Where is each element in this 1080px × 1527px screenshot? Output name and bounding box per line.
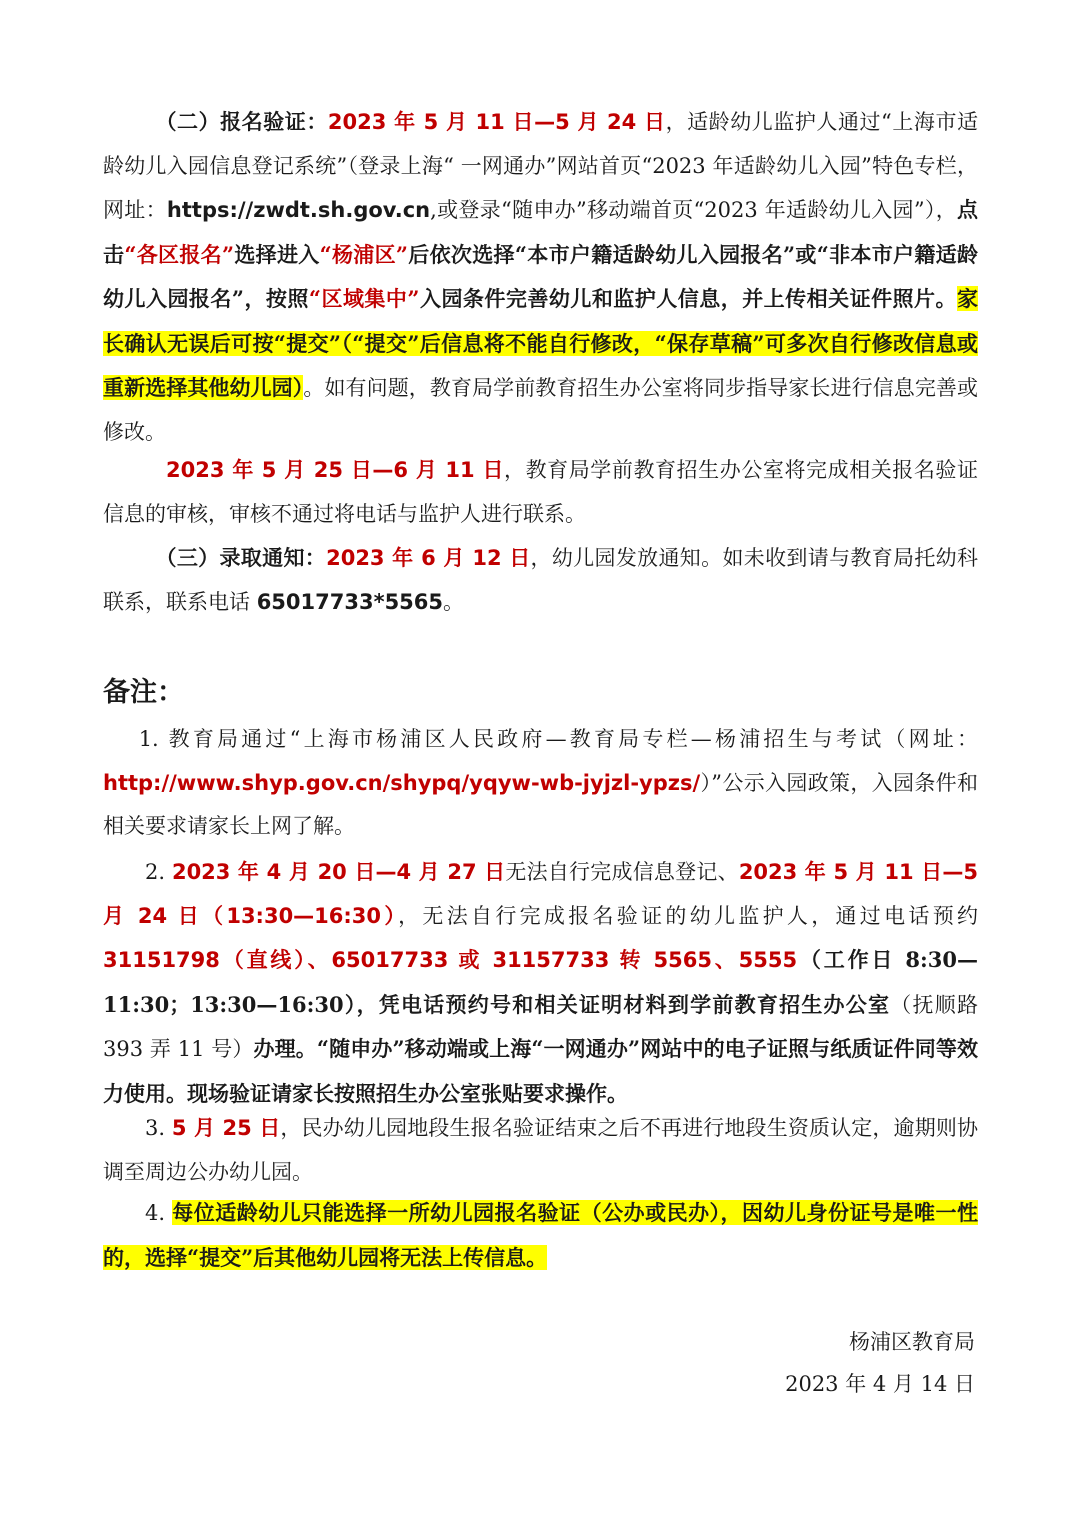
regional-concentration-label: “区域集中” [308, 286, 420, 311]
note-1: 1. 教育局通过“上海市杨浦区人民政府—教育局专栏—杨浦招生与考试（网址：http://www.shyp.gov.cn/shypq/yqyw-wb-jyjzl-ypzs/）”公示入园政策，入园条件和相关要求请家长上网了解。 [103, 727, 979, 838]
notice-date: 2023 年 6 月 12 日 [326, 546, 531, 570]
review-paragraph: 2023 年 5 月 25 日—6 月 11 日，教育局学前教育招生办公室将完成相关报名验证信息的审核，审核不通过将电话与监护人进行联系。 [103, 458, 979, 526]
notes-heading: 备注： [103, 677, 184, 708]
appointment-phones: 31151798（直线）、65017733 或 31157733 转 5565、5555 [103, 948, 798, 972]
section-admission-notice: （三）录取通知：2023 年 6 月 12 日，幼儿园发放通知。如未收到请与教育局托幼科联系，联系电话 65017733*5565。 [103, 545, 979, 614]
registration-period: 2023 年 4 月 20 日—4 月 27 日 [171, 860, 506, 884]
highlighted-submit-notice: 家长确认无误后可按“提交”（“提交”后信息将不能自行修改，“保存草稿”可多次自行修改信息或重新选择其他幼儿园） [103, 286, 978, 400]
section-label: （三）录取通知： [155, 545, 327, 570]
yangpu-district-label: “杨浦区” [319, 241, 408, 267]
review-period: 2023 年 5 月 25 日—6 月 11 日 [166, 458, 505, 482]
note-3-date: 5 月 25 日 [171, 1116, 281, 1140]
verification-period: 2023 年 5 月 11 日—5 月 24 日（13:30—16:30） [103, 860, 979, 928]
policy-url[interactable]: http://www.shyp.gov.cn/shypq/yqyw-wb-jyjzl-ypzs/ [103, 770, 701, 795]
note-2: 2. 2023 年 4 月 20 日—4 月 27 日无法自行完成信息登记、2023 年 5 月 11 日—5 月 24 日（13:30—16:30），无法自行完成报名验证的幼儿监护人，通过电话预约 31151798（直线）、65017733 或 31157733 转 5565、5555（工作日 8:30—11:30；13:30—16:30），凭电话预约号和相关证明材料到学前教育招生办公室（抚顺路 393 弄 11 号）办理。“随申办”移动端或上海“一网通办”网站中的电子证照与纸质证件同等效力使用。现场验证请家长按照招生办公室张贴要求操作。 [103, 860, 979, 1106]
note-4: 4. 每位适龄幼儿只能选择一所幼儿园报名验证（公办或民办），因幼儿身份证号是唯一性的，选择“提交”后其他幼儿园将无法上传信息。 [103, 1200, 978, 1270]
registration-url[interactable]: https://zwdt.sh.gov.cn [166, 198, 431, 222]
verification-period: 2023 年 5 月 11 日—5 月 24 日 [327, 110, 666, 134]
issue-date: 2023 年 4 月 14 日 [785, 1372, 975, 1396]
highlighted-single-choice-notice: 每位适龄幼儿只能选择一所幼儿园报名验证（公办或民办），因幼儿身份证号是唯一性的，选择“提交”后其他幼儿园将无法上传信息。 [103, 1200, 978, 1270]
issuer: 杨浦区教育局 [849, 1330, 975, 1354]
contact-phone: 65017733*5565 [256, 589, 444, 614]
district-registration-label: “各区报名” [124, 241, 235, 267]
section-registration-verification: （二）报名验证：2023 年 5 月 11 日—5 月 24 日，适龄幼儿监护人通过“上海市适龄幼儿入园信息登记系统”（登录上海“ 一网通办”网站首页“2023 年适龄幼儿入园”特色专栏，网址：https://zwdt.sh.gov.cn,或登录“随申办”移动端首页“2023 年适龄幼儿入园”），点击“各区报名”选择进入“杨浦区”后依次选择“本市户籍适龄幼儿入园报名”或“非本市户籍适龄幼儿入园报名”，按照“区域集中”入园条件完善幼儿和监护人信息，并上传相关证件照片。家长确认无误后可按“提交”（“提交”后信息将不能自行修改，“保存草稿”可多次自行修改信息或重新选择其他幼儿园）。如有问题，教育局学前教育招生办公室将同步指导家长进行信息完善或修改。 [103, 109, 979, 444]
note-3: 3. 5 月 25 日，民办幼儿园地段生报名验证结束之后不再进行地段生资质认定，逾期则协调至周边公办幼儿园。 [103, 1116, 978, 1184]
section-label: （二）报名验证： [155, 109, 328, 134]
